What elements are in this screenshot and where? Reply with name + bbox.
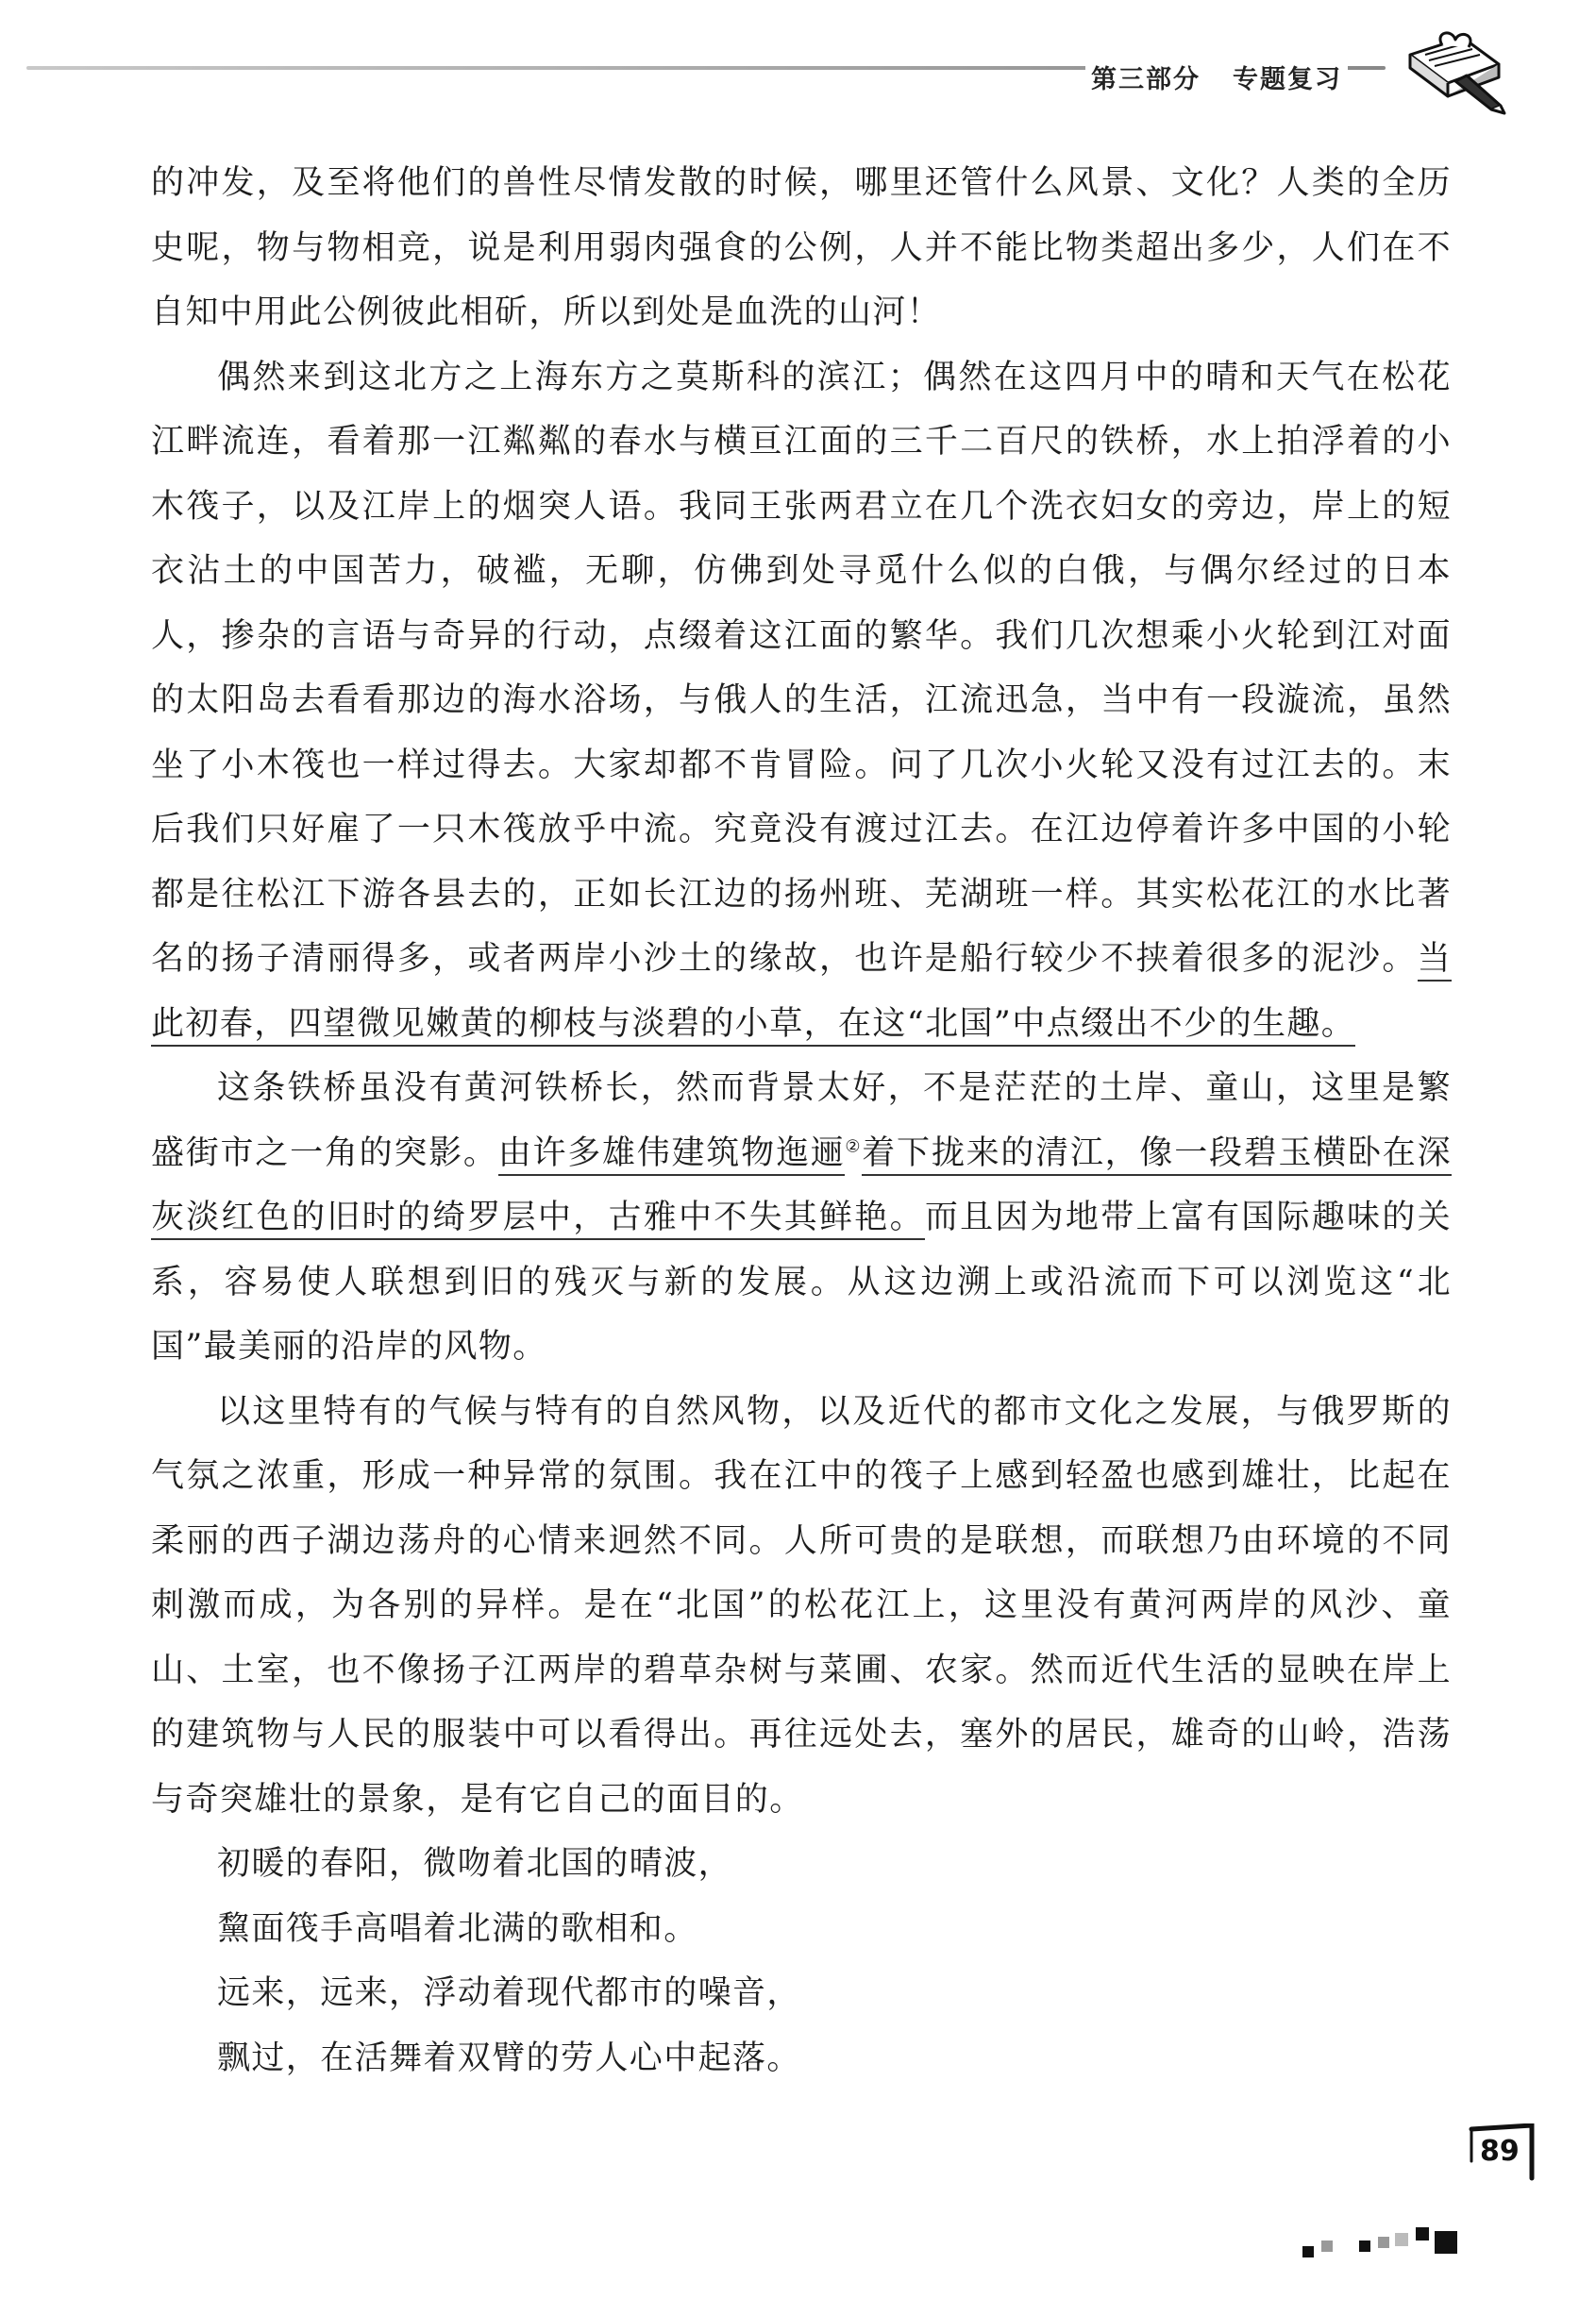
header-section: 第三部分 <box>1091 65 1201 94</box>
clipboard-pencil-icon <box>1397 26 1510 121</box>
footnote-marker: ② <box>845 1135 863 1156</box>
header-title <box>1085 59 1348 95</box>
paragraph-3-text-a: 这条铁桥虽没有黄河铁桥长，然而背景太好，不是茫茫的土岸、童山，这里是繁盛街市之一角的突影。 <box>151 1069 1452 1172</box>
poem-line-1: 初暖的春阳，微吻着北国的晴波， <box>217 1845 733 1883</box>
paragraph-3 <box>151 1056 1452 1380</box>
paragraph-1-text: 的冲发，及至将他们的兽性尽情发散的时候，哪里还管什么风景、文化？人类的全历史呢，物与物相竞，说是利用弱肉强食的公例，人并不能比物类超出多少，人们在不自知中用此公例彼此相斫，所以到处是血洗的山河！ <box>151 164 1452 331</box>
underlined-sentence-2a: 由许多雄伟建筑物迤逦 <box>498 1134 846 1176</box>
paragraph-1 <box>151 151 1452 345</box>
poem-line-2: 黧面筏手高唱着北满的歌相和。 <box>217 1909 698 1948</box>
paragraph-2-text: 偶然来到这北方之上海东方之莫斯科的滨江；偶然在这四月中的晴和天气在松花江畔流连，看着那一江粼粼的春水与横亘江面的三千二百尺的铁桥，水上拍浮着的小木筏子，以及江岸上的烟突人语。我同王张两君立在几个洗衣妇女的旁边，岸上的短衣沾土的中国苦力，破褴，无聊，仿佛到处寻觅什么似的白俄，与偶尔经过的日本人，掺杂的言语与奇异的行动，点缀着这江面的繁华。我们几次想乘小火轮到江对面的太阳岛去看看那边的海水浴场，与俄人的生活，江流迅急，当中有一段漩流，虽然坐了小木筏也一样过得去。大家却都不肯冒险。问了几次小火轮又没有过江去的。末后我们只好雇了一只木筏放乎中流。究竟没有渡过江去。在江边停着许多中国的小轮都是往松江下游各县去的，正如长江边的扬州班、芜湖班一样。其实松花江的水比著名的扬子清丽得多，或者两岸小沙土的缘故，也许是船行较少不挟着很多的泥沙。 <box>151 358 1452 978</box>
paragraph-2 <box>151 345 1452 1057</box>
underlined-sentence-2b: 着下拢来的清江，像一段碧玉横卧在深灰淡红色的旧时的绮罗层中，古雅中不失其鲜艳。 <box>151 1134 1452 1241</box>
poem-line-4: 飘过，在活舞着双臂的劳人心中起落。 <box>217 2039 801 2077</box>
page-number: 89 <box>1480 2135 1520 2168</box>
paragraph-3-text-b: 而且因为地带上富有国际趣味的关系，容易使人联想到旧的残灭与新的发展。从这边溯上或沿流而下可以浏览这“北国”最美丽的沿岸的风物。 <box>151 1199 1452 1366</box>
paragraph-4-text: 以这里特有的气候与特有的自然风物，以及近代的都市文化之发展，与俄罗斯的气氛之浓重，形成一种异常的氛围。我在江中的筏子上感到轻盈也感到雄壮，比起在柔丽的西子湖边荡舟的心情来迥然不同。人所可贵的是联想，而联想乃由环境的不同刺激而成，为各别的异样。是在“北国”的松花江上，这里没有黄河两岸的风沙、童山、土室，也不像扬子江两岸的碧草杂树与菜圃、农家。然而近代生活的显映在岸上的建筑物与人民的服装中可以看得出。再往远处去，塞外的居民，雄奇的山岭，浩荡与奇突雄壮的景象，是有它自己的面目的。 <box>151 1392 1452 1819</box>
header-topic: 专题复习 <box>1233 65 1342 94</box>
article-body <box>151 151 1452 2090</box>
underlined-sentence-1: 当此初春，四望微见嫩黄的柳枝与淡碧的小草，在这“北国”中点缀出不少的生趣。 <box>151 940 1452 1047</box>
poem-line-3: 远来，远来，浮动着现代都市的噪音， <box>217 1974 801 2012</box>
page-header <box>0 0 1596 132</box>
paragraph-4 <box>151 1380 1452 1833</box>
decorative-squares <box>1293 2199 1557 2274</box>
